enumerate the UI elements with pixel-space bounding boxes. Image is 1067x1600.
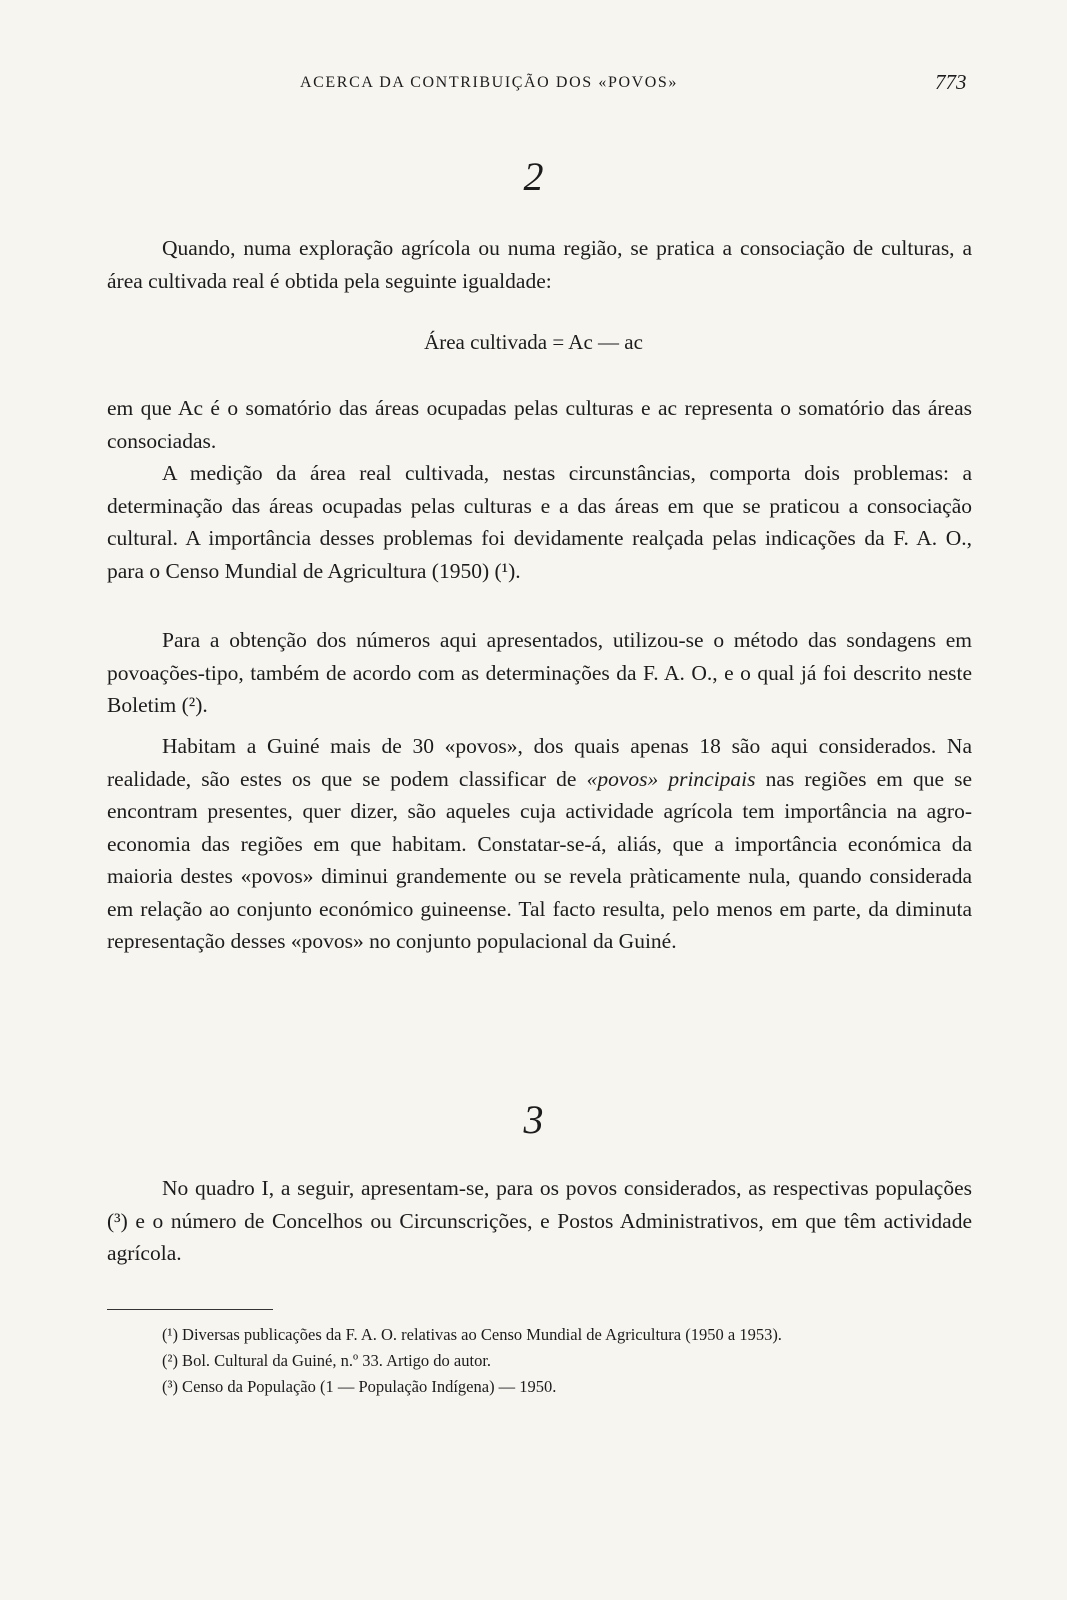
section-number-2: 2 — [523, 154, 544, 199]
paragraph-formula-explanation: em que Ac é o somatório das áreas ocupadas pelas culturas e ac representa o somatório das áreas consociadas. — [107, 396, 972, 453]
footnote-2: (²) Bol. Cultural da Guiné, n.º 33. Artigo do autor. — [162, 1351, 492, 1370]
paragraph-consociation: Quando, numa exploração agrícola ou numa região, se pratica a consociação de culturas, a área cultivada real é obtida pela seguinte igualdade: — [107, 236, 972, 293]
povos-text-start: Habitam a Guiné mais de 30 «povos», dos quais apenas 18 são aqui considerados. Na realidade, são estes os que se podem classificar de — [107, 734, 972, 791]
running-title: ACERCA DA CONTRIBUIÇÃO DOS «POVOS» — [300, 74, 679, 91]
footnote-1: (¹) Diversas publicações da F. A. O. relativas ao Censo Mundial de Agricultura (1950 a 1953). — [162, 1325, 782, 1344]
formula: Área cultivada = Ac — ac — [424, 330, 643, 354]
paragraph-method: Para a obtenção dos números aqui apresentados, utilizou-se o método das sondagens em povoações-tipo, também de acordo com as determinações da F. A. O., e o qual já foi descrito neste Boletim (²). — [107, 628, 972, 717]
paragraph-quadro: No quadro I, a seguir, apresentam-se, para os povos considerados, as respectivas populações (³) e o número de Concelhos ou Circunscrições, e Postos Administrativos, em que têm actividade agrícola. — [107, 1176, 972, 1265]
section-number-3: 3 — [523, 1097, 544, 1142]
povos-text-end: nas regiões em que se encontram presentes, quer dizer, são aqueles cuja actividade agrícola tem importância na agro-economia das regiões em que habitam. Constatar-se-á, aliás, que a importância económica da maioria destes «povos» diminui grandemente ou se revela pràticamente nula, quando considerada em relação ao conjunto económico guineense. Tal facto resulta, pelo menos em parte, da diminuta representação desses «povos» no conjunto populacional da Guiné. — [107, 766, 973, 953]
footnotes — [107, 1322, 972, 1400]
paragraph-measurement: A medição da área real cultivada, nestas circunstâncias, comporta dois problemas: a determinação das áreas ocupadas pelas culturas e a das áreas em que se praticou a consociação cultural. A importância desses problemas foi devidamente realçada pelas indicações da F. A. O., para o Censo Mundial de Agricultura (1950) (¹). — [107, 461, 972, 583]
footnote-3: (³) Censo da População (1 — População Indígena) — 1950. — [162, 1377, 557, 1396]
footnote-divider — [107, 1309, 273, 1310]
paragraph-povos — [107, 730, 972, 958]
povos-principais-emphasis: «povos» principais — [586, 766, 756, 791]
page-number: 773 — [935, 70, 967, 94]
